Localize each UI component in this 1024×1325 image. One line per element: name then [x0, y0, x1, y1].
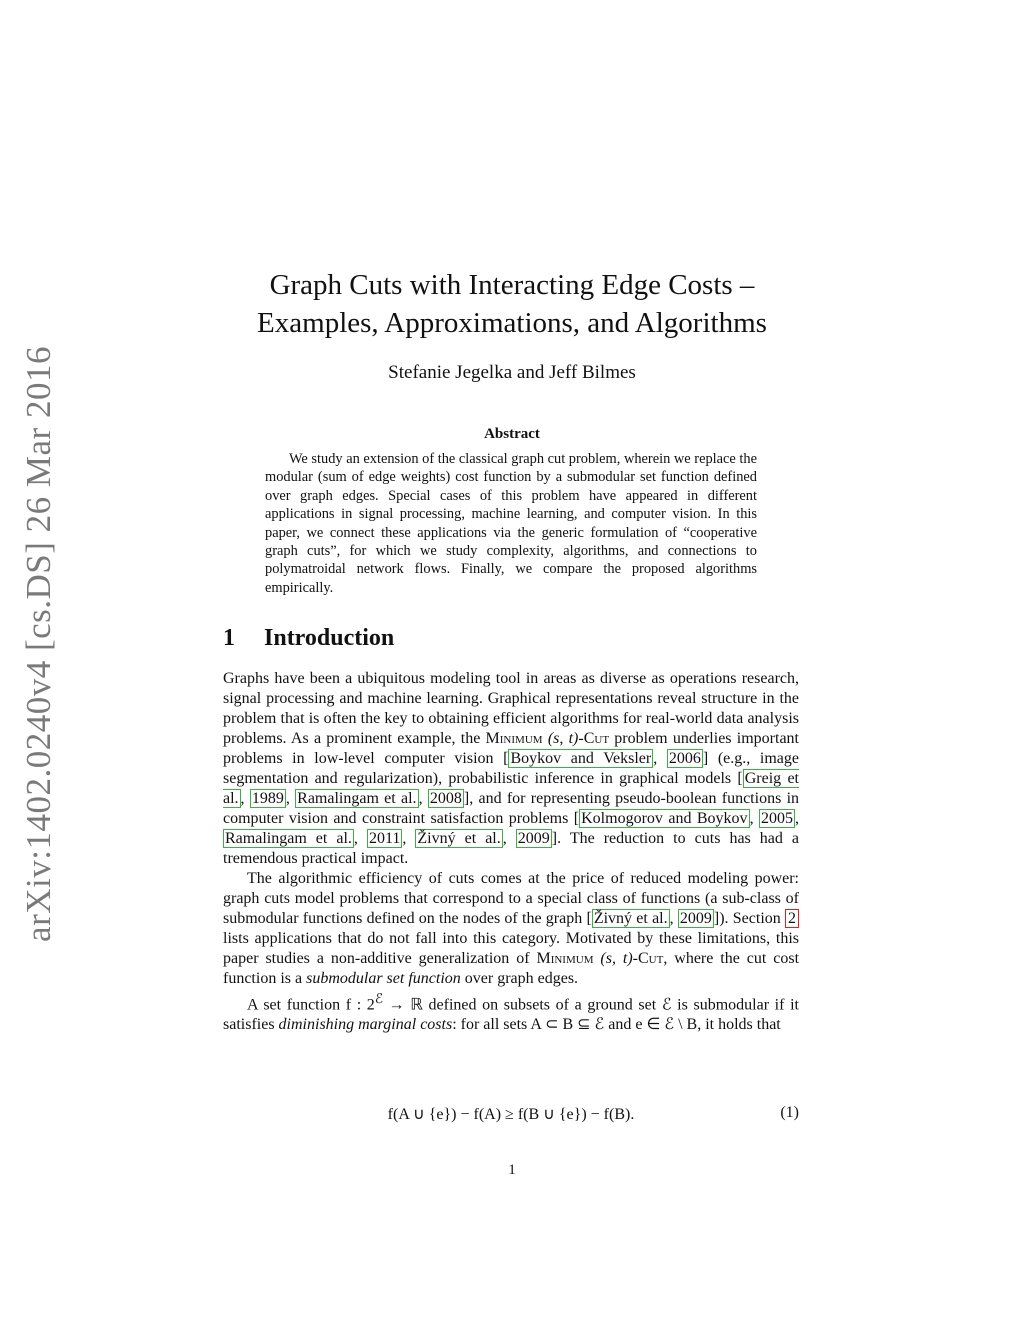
emphasis: diminishing marginal costs — [278, 1016, 453, 1034]
equation-number: (1) — [780, 1104, 799, 1121]
paragraph-2: The algorithmic efficiency of cuts comes at the price of reduced modeling power: graph cuts model problems that correspond to a special class of functions (a sub-class of submodular functions defined on the nodes of the graph [ Živný et al. , 2009 ]). Section 2 lists applications that do not fall into this category. Motivated by these limitations, this paper studies a non-additive generalization of Minimum (s, t)-Cut, where the cut cost function is a submodular set function over graph edges. — [223, 870, 800, 987]
citation-link[interactable]: Boykov and Veksler — [510, 750, 652, 767]
citation-year-link[interactable]: 2011 — [368, 830, 401, 847]
title-line-2: Examples, Approximations, and Algorithms — [257, 307, 767, 339]
abstract-body — [265, 450, 757, 597]
citation-year-link[interactable]: 2009 — [679, 910, 712, 927]
author-list: Stefanie Jegelka and Jeff Bilmes — [388, 362, 636, 383]
cut-small-caps: Cut — [583, 730, 610, 747]
section-reference-link[interactable]: 2 — [785, 909, 799, 928]
section-title: Introduction — [264, 625, 395, 651]
citation-link[interactable]: Kolmogorov and Boykov — [581, 810, 748, 827]
citation-link[interactable]: Ramalingam et al. — [297, 790, 417, 807]
emphasis: submodular set function — [306, 970, 461, 987]
section-number: 1 — [223, 625, 235, 651]
minimum-small-caps: Minimum — [536, 950, 594, 967]
citation-year-link[interactable]: 2006 — [668, 750, 701, 767]
paragraph-1: Graphs have been a ubiquitous modeling tool in areas as diverse as operations research, signal processing and machine learning. Graphical representations reveal structure in the problem that is often the key to obtaining efficient algorithms for real-world data analysis problems. As a prominent example, the Minimum (s, t)-Cut problem underlies important problems in low-level computer vision [ Boykov and Veksler , 2006 ] (e.g., image segmentation and regularization), probabilistic inference in graphical models [ Greig et al. , 1989 , Ramalingam et al. , 2008 ], and for representing pseudo-boolean functions in computer vision and constraint satisfaction problems [ Kolmogorov and Boykov , 2005 , Ramalingam et al. , 2011 , Živný et al. , 2009 ]. The reduction to cuts has had a tremendous practical impact. — [223, 670, 800, 867]
citation-year-link[interactable]: 1989 — [251, 790, 284, 807]
abstract-text: We study an extension of the classical graph cut problem, wherein we replace the modular (sum of edge weights) cost function by a submodular set function defined over graph edges. Special cases of this problem have appeared in different applications in signal processing, machine learning, and computer vision. In this paper, we connect these applications via the generic formulation of “cooperative graph cuts”, for which we study complexity, algorithms, and connections to polymatroidal network flows. Finally, we compare the proposed algorithms empirically. — [265, 451, 757, 596]
paper-title — [0, 266, 1024, 342]
citation-link[interactable]: Ramalingam et al. — [225, 830, 352, 847]
body-text — [223, 669, 799, 1035]
page-number: 1 — [508, 1162, 516, 1178]
minimum-small-caps: Minimum — [485, 730, 543, 747]
equation-1 — [223, 1104, 799, 1126]
citation-link[interactable]: Živný et al. — [417, 830, 501, 847]
arxiv-identifier-text: arXiv:1402.0240v4 [cs.DS] 26 Mar 2016 — [19, 345, 58, 942]
citation-link[interactable]: Greig et al. — [223, 770, 799, 807]
section-heading — [223, 625, 394, 652]
cut-small-caps: Cut — [638, 950, 664, 967]
citation-year-link[interactable]: 2005 — [761, 810, 794, 827]
paragraph-3: A set function f : $2^ℰ$ → ℝ defined on subsets of a ground set ℰ is submodular if it satisfies diminishing marginal costs: for all sets A ⊂ B ⊆ ℰ and e ∈ ℰ \ B, it holds that — [223, 991, 799, 1034]
citation-year-link[interactable]: 2008 — [429, 790, 462, 807]
abstract-heading: Abstract — [484, 426, 540, 442]
citation-link[interactable]: Živný et al. — [593, 910, 668, 927]
citation-year-link[interactable]: 2009 — [517, 830, 550, 847]
equation-expression: f(A ∪ {e}) − f(A) ≥ f(B ∪ {e}) − f(B). — [387, 1106, 635, 1123]
title-line-1: Graph Cuts with Interacting Edge Costs – — [269, 269, 755, 301]
